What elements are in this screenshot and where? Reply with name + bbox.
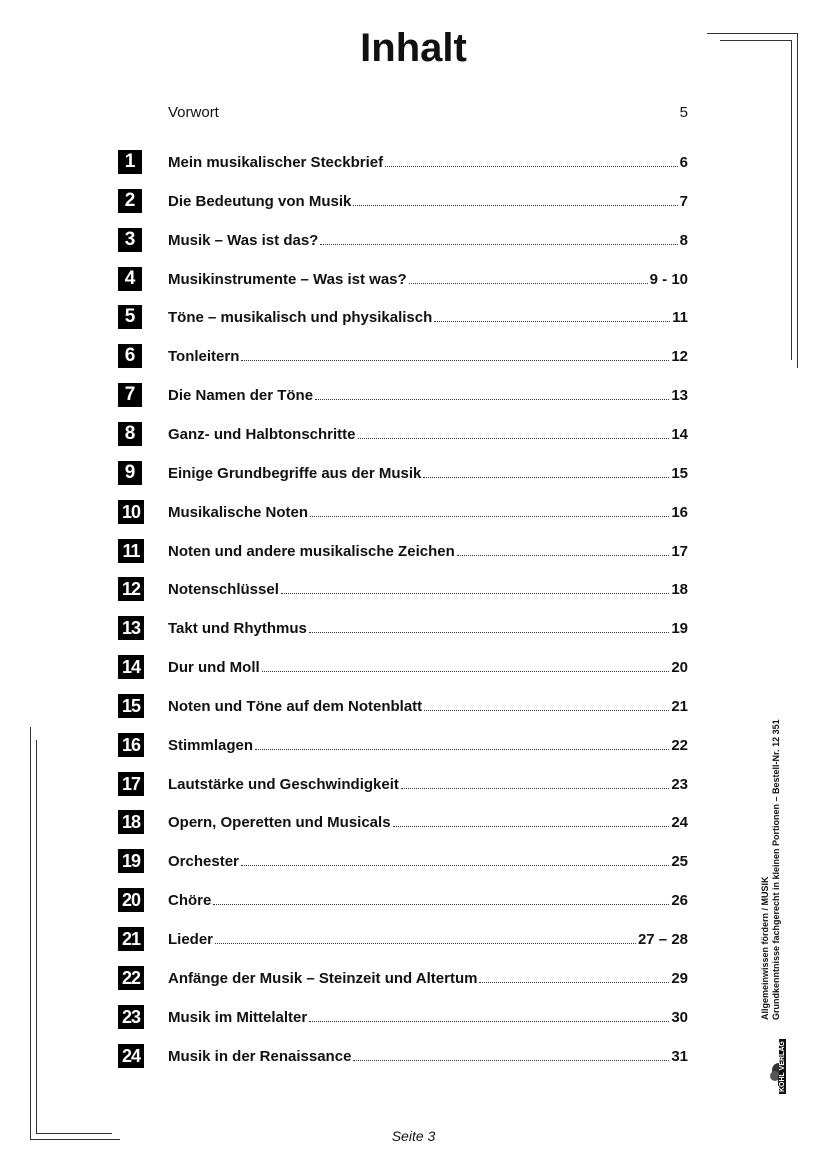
toc-entry-page: 31	[671, 1047, 688, 1065]
toc-row	[118, 539, 688, 563]
leader-dots	[385, 165, 678, 167]
toc-entry-page: 16	[671, 503, 688, 521]
toc-row	[118, 461, 688, 485]
toc-entry-page: 30	[671, 1008, 688, 1026]
toc-row	[118, 966, 688, 990]
chapter-number-badge: 9	[118, 461, 142, 485]
leader-dots	[213, 903, 669, 905]
toc-entry	[168, 616, 688, 640]
chapter-number-badge: 11	[118, 539, 144, 563]
leader-dots	[358, 437, 670, 439]
toc-entry	[168, 694, 688, 718]
toc-entry	[168, 267, 688, 291]
leader-dots	[457, 554, 670, 556]
toc-entry	[168, 422, 688, 446]
chapter-number-badge: 13	[118, 616, 144, 640]
toc-entry	[168, 927, 688, 951]
toc-entry	[168, 305, 688, 329]
chapter-number-badge: 3	[118, 228, 142, 252]
toc-entry-label: Dur und Moll	[168, 659, 260, 677]
toc-row	[118, 616, 688, 640]
leader-dots	[241, 864, 669, 866]
leader-dots	[255, 748, 669, 750]
toc-entry	[168, 577, 688, 601]
leader-dots	[215, 942, 636, 944]
leader-dots	[353, 204, 677, 206]
toc-entry-label: Musik in der Renaissance	[168, 1047, 352, 1065]
leader-dots	[309, 631, 669, 633]
toc-entry-label: Musik im Mittelalter	[168, 1008, 308, 1026]
toc-row	[118, 1005, 688, 1029]
chapter-number-badge: 12	[118, 577, 144, 601]
toc-row	[118, 267, 688, 291]
toc-entry-page: 7	[679, 192, 688, 210]
toc-row	[118, 810, 688, 834]
side-line-1: Allgemeinwissen fördern / MUSIK	[760, 876, 770, 1020]
toc-row	[118, 694, 688, 718]
toc-entry	[168, 810, 688, 834]
frame-top-right-v1	[797, 33, 798, 368]
toc-row	[118, 888, 688, 912]
toc-row	[118, 849, 688, 873]
toc-entry-page: 13	[671, 387, 688, 405]
chapter-number-badge: 21	[118, 927, 144, 951]
toc-entry	[168, 733, 688, 757]
toc-entry-page: 27 – 28	[637, 931, 688, 948]
toc-row	[118, 772, 688, 796]
toc-entry-page: 17	[671, 542, 688, 560]
toc-row	[118, 305, 688, 329]
toc-entry-label: Die Namen der Töne	[168, 387, 314, 405]
toc-entry	[168, 383, 688, 407]
toc-entry	[168, 966, 688, 990]
toc-entry-page: 20	[671, 659, 688, 677]
toc-entry-label: Musikalische Noten	[168, 503, 309, 521]
chapter-number-badge: 15	[118, 694, 144, 718]
toc-entry-label: Die Bedeutung von Musik	[168, 192, 352, 210]
toc-entry-label: Tonleitern	[168, 348, 240, 366]
toc-preface-page: 5	[679, 104, 688, 121]
toc-entry-label: Lieder	[168, 931, 214, 948]
toc-entry-page: 8	[679, 231, 688, 249]
toc-entry	[168, 461, 688, 485]
page-number-footer: Seite 3	[391, 1128, 436, 1144]
toc-entry-label: Orchester	[168, 853, 239, 871]
frame-bottom-left-v1	[30, 727, 31, 1139]
toc-entry-label: Ganz- und Halbtonschritte	[168, 425, 356, 443]
toc-entry	[168, 655, 688, 679]
toc-row	[118, 1044, 688, 1068]
toc-entry-label: Noten und andere musikalische Zeichen	[168, 542, 455, 560]
toc-entry-page: 19	[671, 620, 688, 638]
frame-top-right-h1	[707, 33, 797, 34]
side-line-2: Grundkenntnisse fachgerecht in kleinen Portionen – Bestell-Nr. 12 351	[771, 719, 781, 1020]
toc-entry	[168, 500, 688, 524]
chapter-number-badge: 14	[118, 655, 144, 679]
toc-entry-label: Einige Grundbegriffe aus der Musik	[168, 464, 422, 482]
chapter-number-badge: 5	[118, 305, 142, 329]
toc-preface-label: Vorwort	[168, 104, 219, 121]
toc-entry-page: 9 - 10	[649, 270, 688, 288]
toc-preface	[118, 100, 688, 124]
chapter-number-badge: 20	[118, 888, 144, 912]
toc-entry-page: 23	[671, 775, 688, 793]
chapter-number-badge: 7	[118, 383, 142, 407]
chapter-number-badge: 17	[118, 772, 144, 796]
toc-entry	[168, 150, 688, 174]
chapter-number-badge: 23	[118, 1005, 144, 1029]
toc-entry-page: 26	[671, 892, 688, 910]
toc-entry-page: 22	[671, 736, 688, 754]
leader-dots	[281, 592, 669, 594]
leader-dots	[309, 1020, 669, 1022]
toc-row	[118, 655, 688, 679]
chapter-number-badge: 16	[118, 733, 144, 757]
leader-dots	[221, 116, 678, 117]
toc-entry-page: 24	[671, 814, 688, 832]
toc-entry-label: Anfänge der Musik – Steinzeit und Altertum	[168, 969, 478, 987]
toc-row	[118, 577, 688, 601]
toc-entry-page: 18	[671, 581, 688, 599]
toc-entry-page: 12	[671, 348, 688, 366]
chapter-number-badge: 6	[118, 344, 142, 368]
toc-row	[118, 189, 688, 213]
toc-row	[118, 383, 688, 407]
toc-entry-label: Chöre	[168, 892, 212, 910]
toc-entry-label: Stimmlagen	[168, 736, 254, 754]
chapter-number-badge: 18	[118, 810, 144, 834]
toc-row	[118, 927, 688, 951]
toc-entry-label: Lautstärke und Geschwindigkeit	[168, 775, 399, 793]
toc-entry	[168, 772, 688, 796]
toc-entry	[168, 849, 688, 873]
publisher-side-text	[760, 660, 782, 1020]
toc-entry-page: 29	[671, 969, 688, 987]
toc-entry	[168, 1044, 688, 1068]
toc-row	[118, 422, 688, 446]
toc-row	[118, 228, 688, 252]
toc-entry-page: 14	[671, 425, 688, 443]
toc-entry-label: Musik – Was ist das?	[168, 231, 319, 249]
toc-entry	[168, 189, 688, 213]
toc-entry	[168, 539, 688, 563]
toc-row	[118, 150, 688, 174]
chapter-number-badge: 1	[118, 150, 142, 174]
page-title: Inhalt	[360, 26, 467, 70]
toc-entry-label: Notenschlüssel	[168, 581, 279, 599]
toc-entry	[168, 228, 688, 252]
leader-dots	[315, 398, 669, 400]
toc-entry-page: 6	[679, 154, 688, 171]
toc-entry	[168, 1005, 688, 1029]
frame-top-right-h2	[720, 40, 792, 41]
frame-bottom-left-v2	[36, 740, 37, 1133]
toc-row	[118, 733, 688, 757]
leader-dots	[479, 981, 669, 983]
leader-dots	[401, 787, 669, 789]
toc-entry-label: Töne – musikalisch und physikalisch	[168, 309, 433, 327]
toc-entry-page: 25	[671, 853, 688, 871]
toc-entry-label: Opern, Operetten und Musicals	[168, 814, 391, 832]
leader-dots	[424, 709, 669, 711]
chapter-number-badge: 8	[118, 422, 142, 446]
leader-dots	[434, 320, 670, 322]
leader-dots	[393, 825, 670, 827]
leader-dots	[262, 670, 670, 672]
chapter-number-badge: 22	[118, 966, 144, 990]
toc-row	[118, 500, 688, 524]
chapter-number-badge: 24	[118, 1044, 144, 1068]
toc-entry	[168, 100, 688, 124]
leader-dots	[423, 476, 669, 478]
chapter-number-badge: 2	[118, 189, 142, 213]
toc-entry-page: 11	[672, 309, 688, 327]
leader-dots	[320, 243, 677, 245]
leader-dots	[310, 515, 669, 517]
publisher-logo-text: KOHL VERLAG	[779, 1041, 786, 1092]
chapter-number-badge: 10	[118, 500, 144, 524]
leader-dots	[409, 282, 648, 284]
chapter-number-badge: 19	[118, 849, 144, 873]
leader-dots	[241, 359, 669, 361]
toc-entry	[168, 344, 688, 368]
chapter-number-badge: 4	[118, 267, 142, 291]
toc-entry-label: Mein musikalischer Steckbrief	[168, 154, 384, 171]
toc-entry-page: 15	[671, 464, 688, 482]
toc-entry	[168, 888, 688, 912]
toc-entry-label: Noten und Töne auf dem Notenblatt	[168, 697, 423, 715]
leader-dots	[353, 1059, 669, 1061]
toc-entry-page: 21	[671, 697, 688, 715]
frame-top-right-v2	[791, 40, 792, 360]
toc-row	[118, 344, 688, 368]
toc-entry-label: Takt und Rhythmus	[168, 620, 307, 638]
toc-entry-label: Musikinstrumente – Was ist was?	[168, 270, 407, 288]
